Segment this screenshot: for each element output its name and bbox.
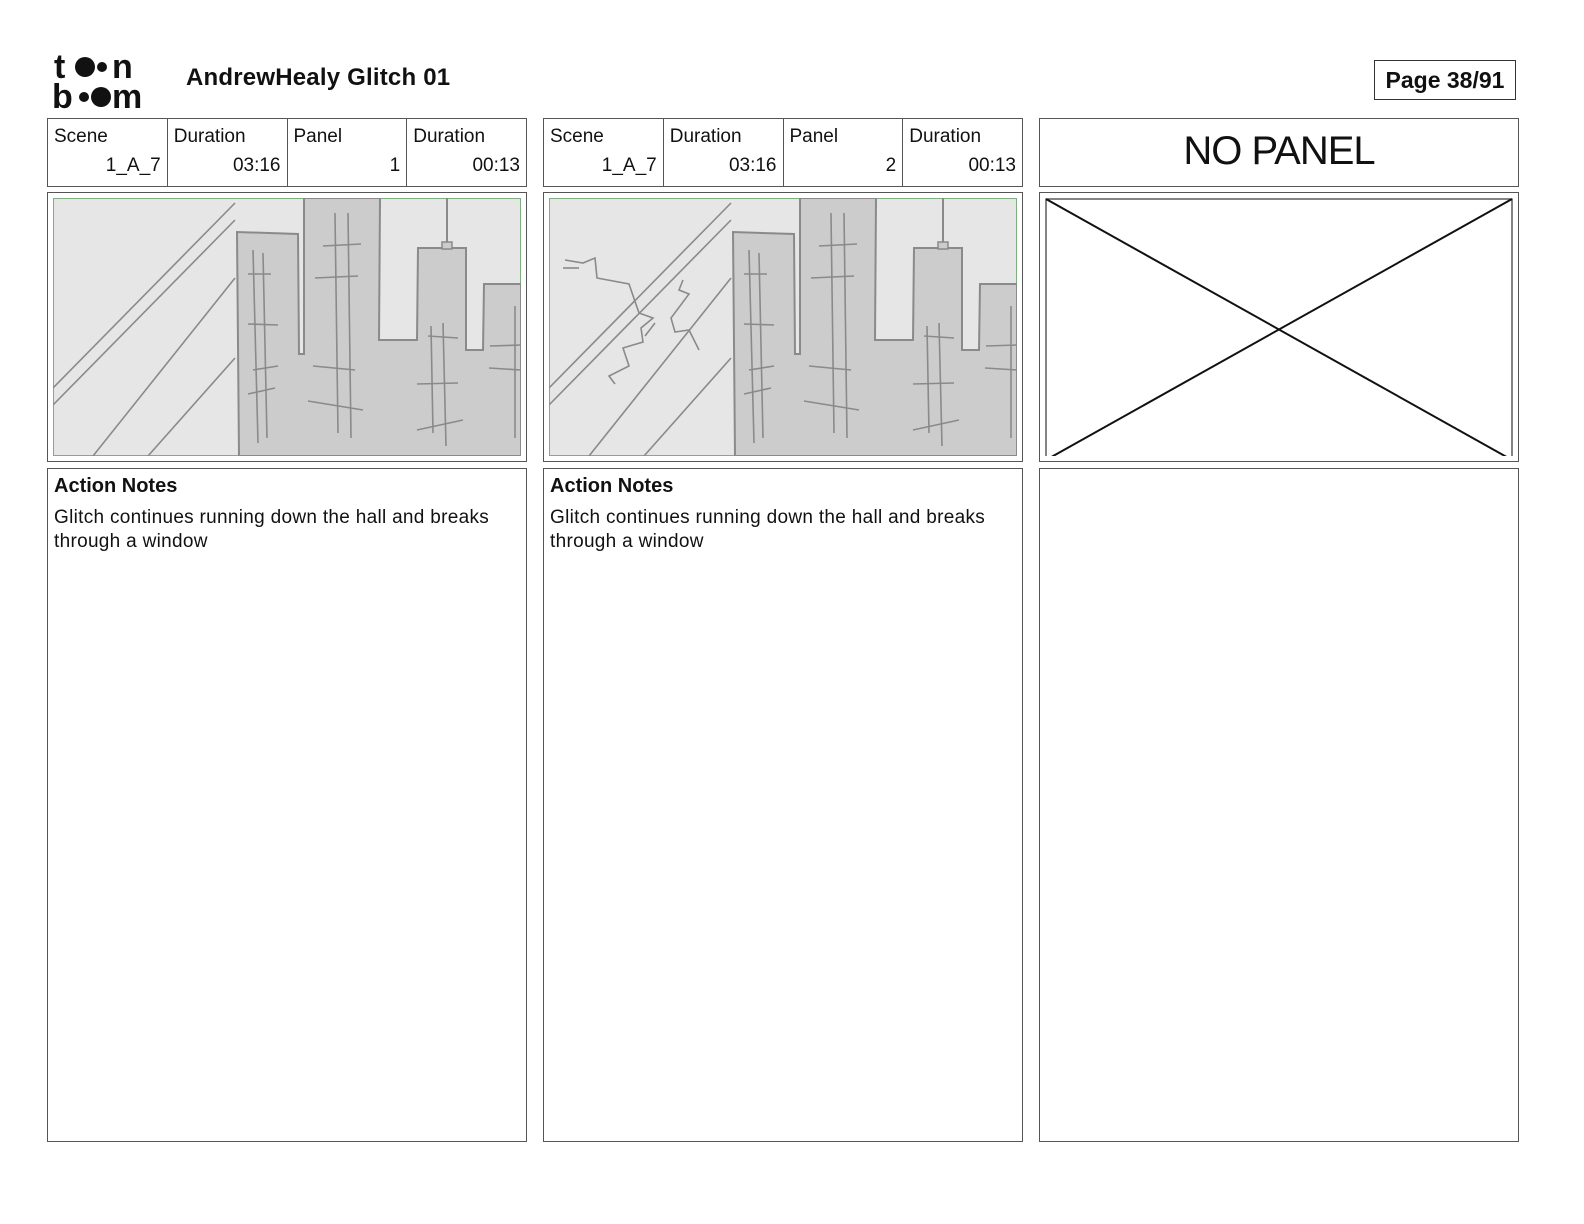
duration-value: 03:16 xyxy=(728,155,777,176)
svg-text:t: t xyxy=(54,52,66,86)
duration-label: Duration xyxy=(669,126,742,147)
panel-column-3 xyxy=(1039,118,1519,1142)
scene-value: 1_A_7 xyxy=(601,155,657,176)
panel-value: 2 xyxy=(885,155,897,176)
scene-duration-cell xyxy=(168,119,288,186)
empty-notes xyxy=(1039,468,1519,1142)
city-window-cracked-sketch xyxy=(549,198,1017,456)
empty-frame-cross xyxy=(1045,198,1513,456)
scene-label: Scene xyxy=(550,126,604,147)
action-notes-title: Action Notes xyxy=(550,475,674,497)
city-window-sketch xyxy=(53,198,521,456)
svg-text:n: n xyxy=(112,52,133,86)
no-panel-label: NO PANEL xyxy=(1039,118,1519,187)
panel-info-bar xyxy=(543,118,1023,187)
action-notes-title: Action Notes xyxy=(54,475,178,497)
panel-duration-value: 00:13 xyxy=(968,155,1016,176)
panel-duration-label: Duration xyxy=(909,126,982,147)
action-notes xyxy=(543,468,1023,1142)
svg-text:m: m xyxy=(112,78,143,110)
action-notes-text: Glitch continues running down the hall and breaks through a window xyxy=(550,507,986,552)
duration-label: Duration xyxy=(173,126,246,147)
panel-column-2 xyxy=(543,118,1023,1142)
duration-value: 03:16 xyxy=(232,155,281,176)
panel-duration-label: Duration xyxy=(413,126,486,147)
scene-cell xyxy=(544,119,664,186)
action-notes xyxy=(47,468,527,1142)
toon-boom-logo xyxy=(52,52,162,110)
panel-cell xyxy=(288,119,408,186)
action-notes-text: Glitch continues running down the hall and breaks through a window xyxy=(54,507,490,552)
panel-value: 1 xyxy=(389,155,401,176)
panel-cell xyxy=(784,119,904,186)
storyboard-frame xyxy=(543,192,1023,462)
page-number: Page 38/91 xyxy=(1374,60,1516,100)
scene-value: 1_A_7 xyxy=(105,155,161,176)
project-title: AndrewHealy Glitch 01 xyxy=(186,64,451,91)
panel-duration-cell xyxy=(903,119,1022,186)
panel-label: Panel xyxy=(789,126,839,147)
panel-column-1 xyxy=(47,118,527,1142)
scene-cell xyxy=(48,119,168,186)
storyboard-frame xyxy=(47,192,527,462)
svg-text:b: b xyxy=(52,78,73,110)
panel-duration-value: 00:13 xyxy=(472,155,520,176)
panel-label: Panel xyxy=(293,126,343,147)
panel-info-bar xyxy=(47,118,527,187)
panel-duration-cell xyxy=(407,119,526,186)
scene-duration-cell xyxy=(664,119,784,186)
scene-label: Scene xyxy=(54,126,108,147)
empty-frame xyxy=(1039,192,1519,462)
